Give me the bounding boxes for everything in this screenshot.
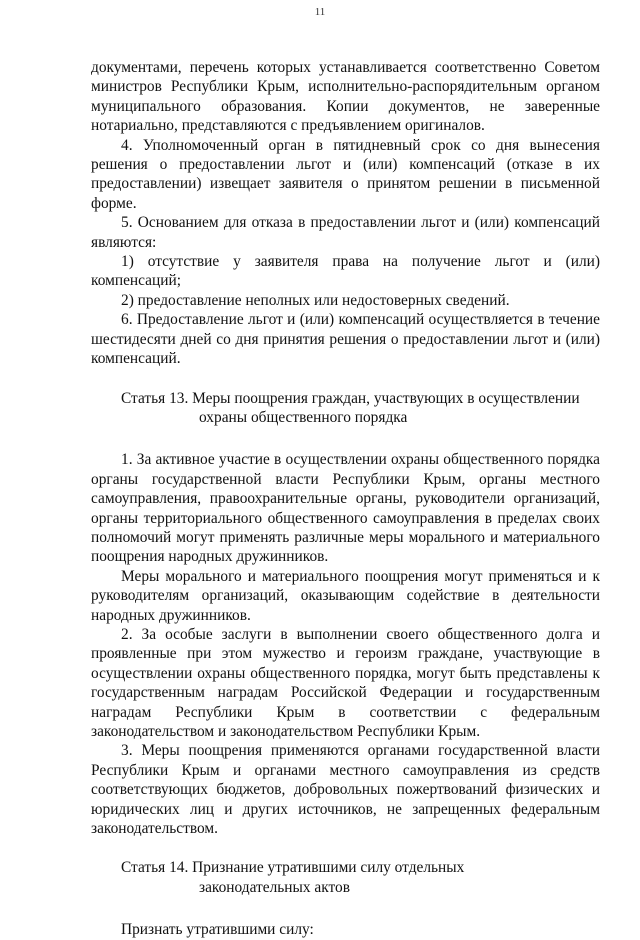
article-14-title-line1: Статья 14. Признание утратившими силу отдельных bbox=[121, 859, 465, 877]
page-number: 11 bbox=[314, 6, 326, 18]
article-13-paragraph-1b: Меры морального и материального поощрения могут применяться и к руководителям организаций, оказывающим содействие в деятельности народных дружинников. bbox=[91, 567, 600, 624]
article-13-title-line2: охраны общественного порядка bbox=[199, 408, 408, 426]
paragraph-continuation: документами, перечень которых устанавливается соответственно Советом министров Республики Крым, исполнительно-распорядительным органом муниципального образования. Копии документов, не заверенные нотариально, представляются с предъявлением оригиналов. bbox=[91, 59, 600, 135]
article-13-title-line1: Статья 13. Меры поощрения граждан, участвующих в осуществлении bbox=[121, 389, 580, 407]
paragraph-item-6: 6. Предоставление льгот и (или) компенсаций осуществляется в течение шестидесяти дней со дня принятия решения о предоставлении льгот и (или) компенсаций. bbox=[91, 311, 600, 368]
article-13-paragraph-2: 2. За особые заслуги в выполнении своего общественного долга и проявленные при этом мужество и героизм граждане, участвующие в осуществлении охраны общественного порядка, могут быть представлены к государственным наградам Российской Федерации и государственным наградам Республики Крым в соответствии с федеральным законодательством и законодательством Республики Крым. bbox=[91, 625, 600, 740]
article-13-heading bbox=[91, 389, 600, 428]
article-13-paragraph-3: 3. Меры поощрения применяются органами государственной власти Республики Крым и органами местного самоуправления из средств соответствующих бюджетов, добровольных пожертвований физических и юридических лиц и других источников, не запрещенных федеральным законодательством. bbox=[91, 742, 600, 838]
article-14-title-line2: законодательных актов bbox=[199, 878, 351, 896]
article-14-paragraph-1: Признать утратившими силу: bbox=[121, 921, 314, 939]
article-14-heading bbox=[91, 858, 600, 897]
paragraph-item-4: 4. Уполномоченный орган в пятидневный срок со дня вынесения решения о предоставлении льгот и (или) компенсаций (отказе в их предоставлении) извещает заявителя о принятом решении в письменной форме. bbox=[91, 136, 600, 212]
paragraph-item-5: 5. Основанием для отказа в предоставлении льгот и (или) компенсаций являются: bbox=[91, 214, 600, 251]
document-body bbox=[91, 58, 600, 940]
list-item-2: 2) предоставление неполных или недостоверных сведений. bbox=[121, 291, 510, 309]
article-13-paragraph-1: 1. За активное участие в осуществлении охраны общественного порядка органы государственной власти Республики Крым, органы местного самоуправления, правоохранительные органы, руководители организаций, органы территориального общественного самоуправления в пределах своих полномочий могут применять различные меры морального и материального поощрения народных дружинников. bbox=[91, 451, 600, 566]
list-item-1: 1) отсутствие у заявителя права на получение льгот и (или) компенсаций; bbox=[91, 253, 600, 290]
